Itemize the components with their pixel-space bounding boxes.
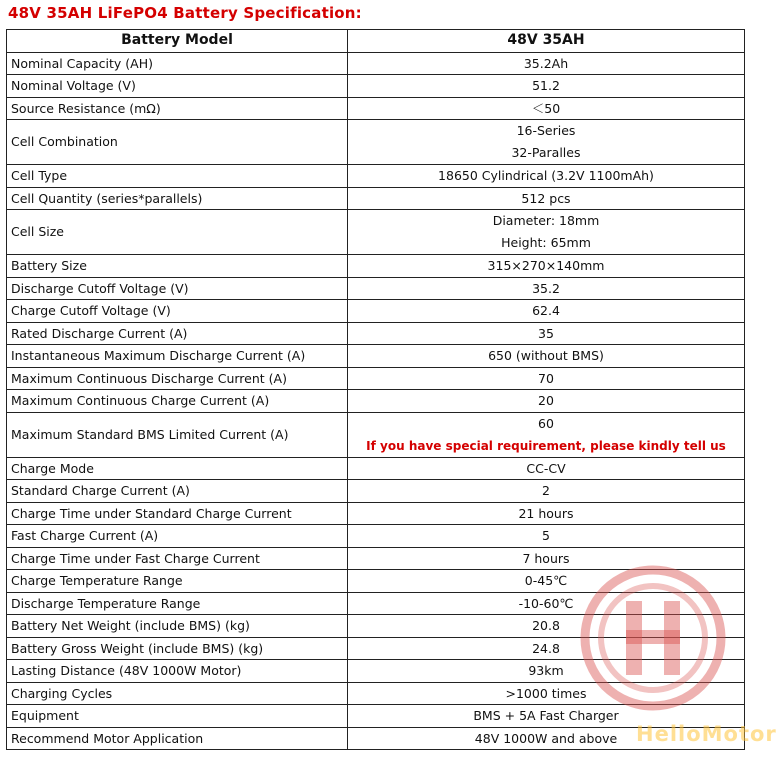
value-cell: 512 pcs [348,187,745,210]
value-cell: BMS + 5A Fast Charger [348,705,745,728]
value-cell: 21 hours [348,502,745,525]
value-cell: 650 (without BMS) [348,345,745,368]
value-cell: CC-CV [348,457,745,480]
table-row [7,322,745,345]
table-row [7,660,745,683]
value-cell: >1000 times [348,682,745,705]
value-cell: 20 [348,390,745,413]
value-cell: 48V 1000W and above [348,727,745,750]
special-requirement-note: If you have special requirement, please kindly tell us [366,438,726,453]
value-line: 32-Paralles [511,145,581,160]
table-row [7,570,745,593]
spec-table [6,29,745,750]
value-cell: 5 [348,525,745,548]
table-row [7,682,745,705]
param-cell: Nominal Capacity (AH) [7,52,348,75]
table-row [7,727,745,750]
value-cell: 35.2 [348,277,745,300]
header-value: 48V 35AH [348,30,745,53]
value-cell [348,412,745,457]
spec-title: 48V 35AH LiFePO4 Battery Specification: [8,4,362,22]
value-line: Height: 65mm [501,235,591,250]
value-cell: 93km [348,660,745,683]
table-row [7,592,745,615]
value-cell: 7 hours [348,547,745,570]
table-row [7,75,745,98]
table-row [7,502,745,525]
param-cell: Fast Charge Current (A) [7,525,348,548]
param-cell: Cell Quantity (series*parallels) [7,187,348,210]
value-line: 16-Series [516,123,576,138]
param-cell: Nominal Voltage (V) [7,75,348,98]
value-cell: 315×270×140mm [348,255,745,278]
value-cell: 0-45℃ [348,570,745,593]
param-cell: Charge Time under Standard Charge Current [7,502,348,525]
value-cell: 20.8 [348,615,745,638]
param-cell: Recommend Motor Application [7,727,348,750]
param-cell: Charge Time under Fast Charge Current [7,547,348,570]
value-line: 60 [538,415,554,431]
param-cell: Cell Type [7,165,348,188]
param-cell: Charge Mode [7,457,348,480]
table-row [7,480,745,503]
table-row [7,255,745,278]
value-cell: 70 [348,367,745,390]
table-row [7,187,745,210]
param-cell: Charge Cutoff Voltage (V) [7,300,348,323]
param-cell: Battery Net Weight (include BMS) (kg) [7,615,348,638]
table-row [7,52,745,75]
param-cell: Instantaneous Maximum Discharge Current (A) [7,345,348,368]
param-cell: Standard Charge Current (A) [7,480,348,503]
param-cell: Maximum Standard BMS Limited Current (A) [7,412,348,457]
param-cell: Rated Discharge Current (A) [7,322,348,345]
param-cell: Cell Combination [7,120,348,165]
table-row [7,345,745,368]
spec-table-body [7,52,745,750]
table-row [7,615,745,638]
param-cell: Charging Cycles [7,682,348,705]
value-cell: -10-60℃ [348,592,745,615]
param-cell: Equipment [7,705,348,728]
param-cell: Maximum Continuous Charge Current (A) [7,390,348,413]
watermark-text: HelloMotor [636,722,777,746]
value-cell: 51.2 [348,75,745,98]
param-cell: Maximum Continuous Discharge Current (A) [7,367,348,390]
value-cell: 35 [348,322,745,345]
table-row [7,120,745,165]
table-row [7,457,745,480]
value-cell [348,210,745,255]
value-cell: 35.2Ah [348,52,745,75]
table-row [7,277,745,300]
value-cell: 24.8 [348,637,745,660]
param-cell: Lasting Distance (48V 1000W Motor) [7,660,348,683]
table-row [7,547,745,570]
table-header-row [7,30,745,53]
table-row [7,300,745,323]
param-cell: Source Resistance (mΩ) [7,97,348,120]
param-cell: Battery Size [7,255,348,278]
value-cell: 18650 Cylindrical (3.2V 1100mAh) [348,165,745,188]
param-cell: Cell Size [7,210,348,255]
param-cell: Battery Gross Weight (include BMS) (kg) [7,637,348,660]
value-cell: 2 [348,480,745,503]
param-cell: Discharge Temperature Range [7,592,348,615]
table-row [7,165,745,188]
header-param: Battery Model [7,30,348,53]
value-cell: 62.4 [348,300,745,323]
value-line: Diameter: 18mm [492,213,600,228]
table-row [7,390,745,413]
value-cell [348,120,745,165]
table-row [7,637,745,660]
param-cell: Charge Temperature Range [7,570,348,593]
table-row [7,97,745,120]
table-row [7,705,745,728]
table-row [7,210,745,255]
table-row [7,367,745,390]
param-cell: Discharge Cutoff Voltage (V) [7,277,348,300]
table-row [7,525,745,548]
table-row [7,412,745,457]
value-cell: ＜50 [348,97,745,120]
